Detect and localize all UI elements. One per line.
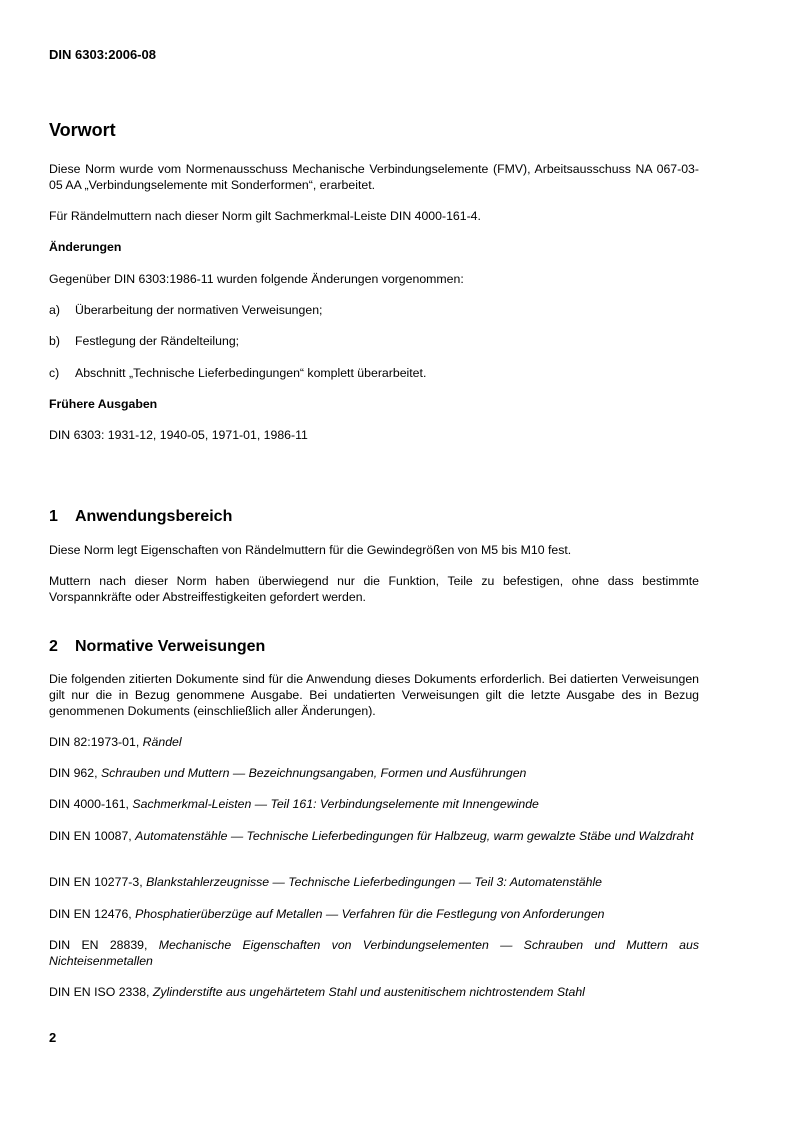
change-text: Überarbeitung der normativen Verweisungen; [75, 303, 323, 317]
reference-item [49, 906, 699, 922]
foreword-title: Vorwort [49, 120, 116, 140]
reference-title: Rändel [142, 735, 182, 749]
reference-item [49, 796, 699, 812]
reference-title: Schrauben und Muttern — Bezeichnungsangaben, Formen und Ausführungen [100, 766, 527, 780]
reference-item [49, 765, 699, 781]
reference-title: Blankstahlerzeugnisse — Technische Lieferbedingungen — Teil 3: Automatenstähle [146, 875, 603, 889]
reference-id: DIN EN 12476, [49, 907, 136, 921]
change-marker: b) [49, 334, 60, 348]
previous-editions-heading: Frühere Ausgaben [49, 397, 158, 411]
change-item-b [49, 333, 239, 349]
change-marker: a) [49, 303, 60, 317]
section-title: Normative Verweisungen [75, 638, 266, 655]
section-number: 2 [49, 638, 58, 655]
reference-item [49, 937, 699, 969]
reference-title: Phosphatierüberzüge auf Metallen — Verfahren für die Festlegung von Anforderungen [135, 907, 605, 921]
reference-item [49, 874, 699, 890]
section-title: Anwendungsbereich [75, 508, 233, 525]
document-id-header: DIN 6303:2006-08 [49, 47, 156, 62]
change-text: Festlegung der Rändelteilung; [75, 334, 240, 348]
reference-title: Automatenstähle — Technische Lieferbedingungen für Halbzeug, warm gewalzte Stäbe und Walzdraht [135, 829, 694, 843]
page-number: 2 [49, 1030, 57, 1045]
reference-item [49, 828, 699, 844]
change-item-a [49, 302, 322, 318]
reference-id: DIN EN ISO 2338, [49, 985, 153, 999]
previous-editions-text: DIN 6303: 1931-12, 1940-05, 1971-01, 1986-11 [49, 428, 308, 442]
reference-id: DIN EN 10087, [49, 829, 136, 843]
section-number: 1 [49, 508, 58, 525]
foreword-paragraph-1: Diese Norm wurde vom Normenausschuss Mechanische Verbindungselemente (FMV), Arbeitsausschuss NA 067-03-05 AA „Verbindungselemente mit Sonderformen“, erarbeitet. [49, 162, 699, 192]
reference-title: Sachmerkmal-Leisten — Teil 161: Verbindungselemente mit Innengewinde [132, 797, 539, 811]
foreword-paragraph-2: Für Rändelmuttern nach dieser Norm gilt Sachmerkmal-Leiste DIN 4000-161-4. [49, 209, 481, 223]
references-intro: Die folgenden zitierten Dokumente sind für die Anwendung dieses Dokuments erforderlich. Bei datierten Verweisungen gilt nur die in Bezug genommene Ausgabe. Bei undatierten Verweisungen gilt die letzte Ausgabe des in Bezug genommenen Dokuments (einschließlich aller Änderungen). [49, 672, 699, 718]
change-text: Abschnitt „Technische Lieferbedingungen“ komplett überarbeitet. [75, 366, 427, 380]
reference-id: DIN EN 28839, [49, 938, 159, 952]
reference-id: DIN 962, [49, 766, 101, 780]
reference-item [49, 734, 699, 750]
reference-title: Mechanische Eigenschaften von Verbindungselementen — Schrauben und Muttern aus Nichteisenmetallen [49, 938, 700, 968]
change-marker: c) [49, 366, 60, 380]
scope-paragraph-1: Diese Norm legt Eigenschaften von Rändelmuttern für die Gewindegrößen von M5 bis M10 fest. [49, 543, 572, 557]
changes-intro: Gegenüber DIN 6303:1986-11 wurden folgende Änderungen vorgenommen: [49, 272, 464, 286]
reference-title: Zylinderstifte aus ungehärtetem Stahl und austenitischem nichtrostendem Stahl [152, 985, 585, 999]
reference-id: DIN EN 10277-3, [49, 875, 147, 889]
scope-paragraph-2: Muttern nach dieser Norm haben überwiegend nur die Funktion, Teile zu befestigen, ohne dass bestimmte Vorspannkräfte oder Abstreiffestigkeiten gefordert werden. [49, 574, 699, 604]
section-1-heading [49, 508, 232, 526]
section-2-heading [49, 638, 265, 656]
reference-item [49, 984, 699, 1000]
reference-id: DIN 82:1973-01, [49, 735, 143, 749]
changes-heading: Änderungen [49, 240, 122, 254]
reference-id: DIN 4000-161, [49, 797, 133, 811]
change-item-c [49, 365, 426, 381]
